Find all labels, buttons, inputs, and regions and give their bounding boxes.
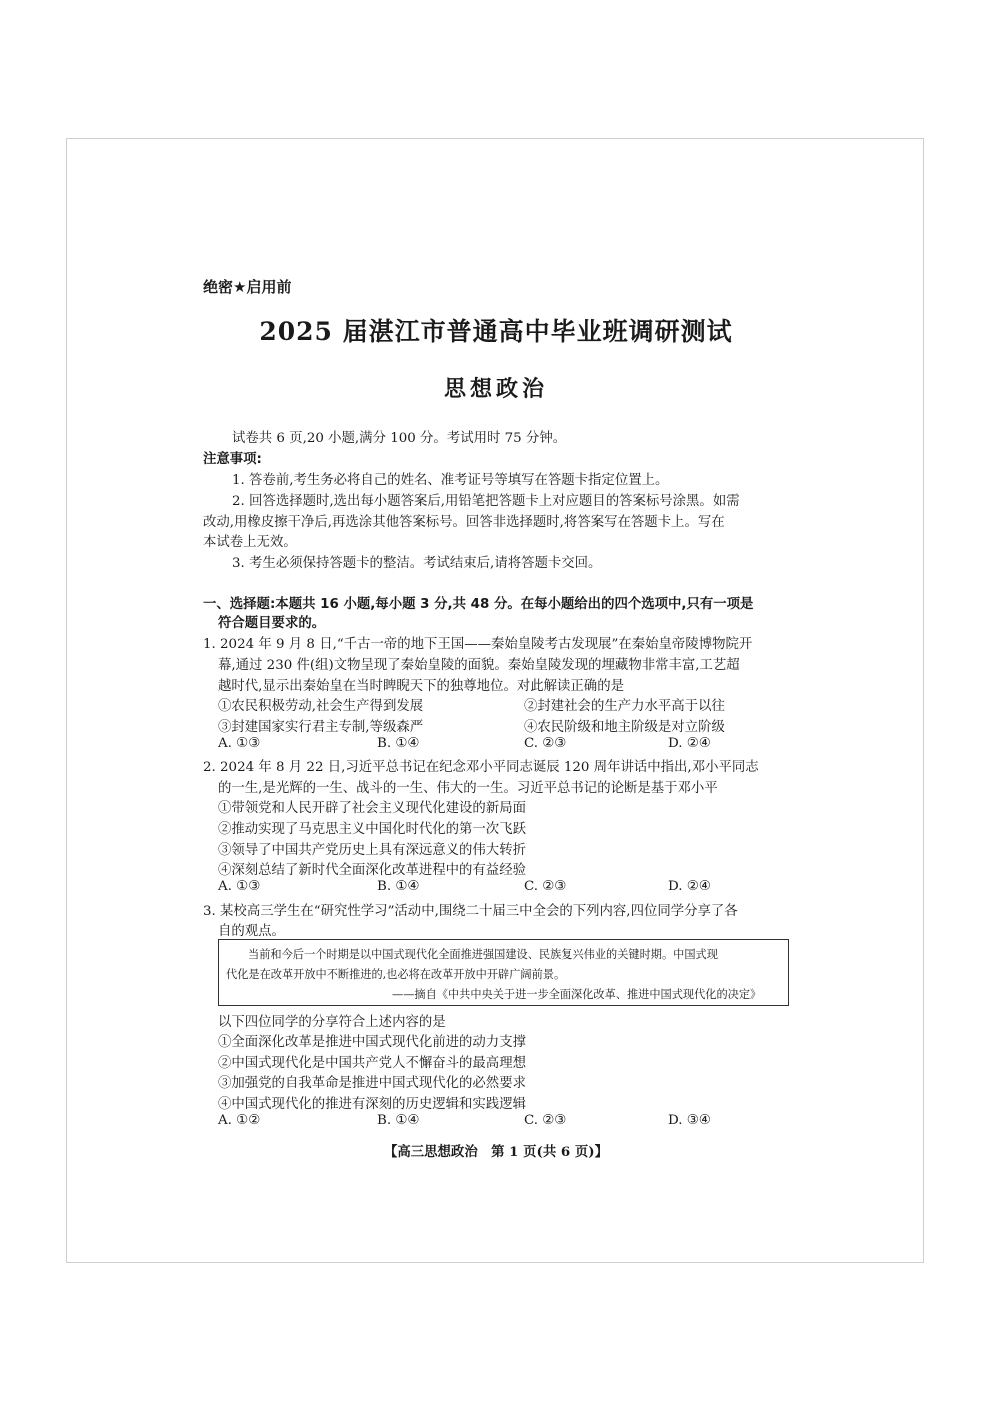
q3-statement: ③加强党的自我革命是推进中国式现代化的必然要求 [218,1076,526,1091]
q1-statement: ③封建国家实行君主专制,等级森严 [218,720,424,735]
q2-statement: ③领导了中国共产党历史上具有深远意义的伟大转折 [218,843,526,858]
q3-option-c: C. ②③ [524,1113,567,1128]
page-footer: 【高三思想政治 第 1 页(共 6 页)】 [383,1144,609,1160]
q2-statement: ④深刻总结了新时代全面深化改革进程中的有益经验 [218,863,526,878]
q2-stem: 2. 2024 年 8 月 22 日,习近平总书记在纪念邓小平同志诞辰 120 周年讲话中指出,邓小平同志 [203,760,759,775]
q2-statement: ①带领党和人民开辟了社会主义现代化建设的新局面 [218,801,526,816]
quote-source: ——摘自《中共中央关于进一步全面深化改革、推进中国式现代化的决定》 [392,988,762,1001]
section-heading: 一、选择题:本题共 16 小题,每小题 3 分,共 48 分。在每小题给出的四个选项中,只有一项是 [203,597,754,612]
q3-statement: ①全面深化改革是推进中国式现代化前进的动力支撑 [218,1035,526,1050]
q2-stem: 的一生,是光辉的一生、战斗的一生、伟大的一生。习近平总书记的论断是基于邓小平 [218,781,718,796]
q1-option-d: D. ②④ [668,736,711,751]
q3-statement: ④中国式现代化的推进有深刻的历史逻辑和实践逻辑 [218,1097,526,1112]
subject-title: 思想政治 [443,377,548,402]
quote-line: 当前和今后一个时期是以中国式现代化全面推进强国建设、民族复兴伟业的关键时期。中国式现 [248,948,718,961]
notice-line: 2. 回答选择题时,选出每小题答案后,用铅笔把答题卡上对应题目的答案标号涂黑。如需 [232,494,740,509]
q3-question: 以下四位同学的分享符合上述内容的是 [218,1015,446,1030]
notice-line: 本试卷上无效。 [203,535,297,550]
q1-stem: 幕,通过 230 件(组)文物呈现了秦始皇陵的面貌。秦始皇陵发现的埋藏物非常丰富,工艺超 [218,658,740,673]
q2-option-d: D. ②④ [668,879,711,894]
q2-option-a: A. ①③ [218,879,261,894]
q1-statement: ①农民积极劳动,社会生产得到发展 [218,699,424,714]
exam-intro: 试卷共 6 页,20 小题,满分 100 分。考试用时 75 分钟。 [232,431,567,446]
exam-title: 2025 届湛江市普通高中毕业班调研测试 [259,317,733,346]
notice-line: 改动,用橡皮擦干净后,再选涂其他答案标号。回答非选择题时,将答案写在答题卡上。写在 [203,515,725,530]
q1-statement: ④农民阶级和地主阶级是对立阶级 [524,720,725,735]
q1-option-b: B. ①④ [377,736,420,751]
notice-line: 1. 答卷前,考生务必将自己的姓名、准考证号等填写在答题卡指定位置上。 [232,473,669,488]
q3-option-b: B. ①④ [377,1113,420,1128]
q2-option-b: B. ①④ [377,879,420,894]
q3-stem: 自的观点。 [218,924,285,939]
q1-stem: 1. 2024 年 9 月 8 日,“千古一帝的地下王国——秦始皇陵考古发现展”在秦始皇帝陵博物院开 [203,637,753,652]
q2-statement: ②推动实现了马克思主义中国化时代化的第一次飞跃 [218,822,526,837]
q3-statement: ②中国式现代化是中国共产党人不懈奋斗的最高理想 [218,1056,526,1071]
notice-heading: 注意事项: [203,452,262,467]
section-heading-cont: 符合题目要求的。 [218,616,326,631]
q3-option-a: A. ①② [218,1113,261,1128]
q3-option-d: D. ③④ [668,1113,711,1128]
quote-line: 代化是在改革开放中不断推进的,也必将在改革开放中开辟广阔前景。 [226,968,566,981]
confidential-label: 绝密★启用前 [203,278,292,296]
q3-stem: 3. 某校高三学生在“研究性学习”活动中,围绕二十届三中全会的下列内容,四位同学分享了各 [203,904,738,919]
notice-line: 3. 考生必须保持答题卡的整洁。考试结束后,请将答题卡交回。 [232,556,602,571]
q1-option-c: C. ②③ [524,736,567,751]
q1-statement: ②封建社会的生产力水平高于以往 [524,699,725,714]
q1-option-a: A. ①③ [218,736,261,751]
q2-option-c: C. ②③ [524,879,567,894]
q1-stem: 越时代,显示出秦始皇在当时睥睨天下的独尊地位。对此解读正确的是 [218,679,624,694]
